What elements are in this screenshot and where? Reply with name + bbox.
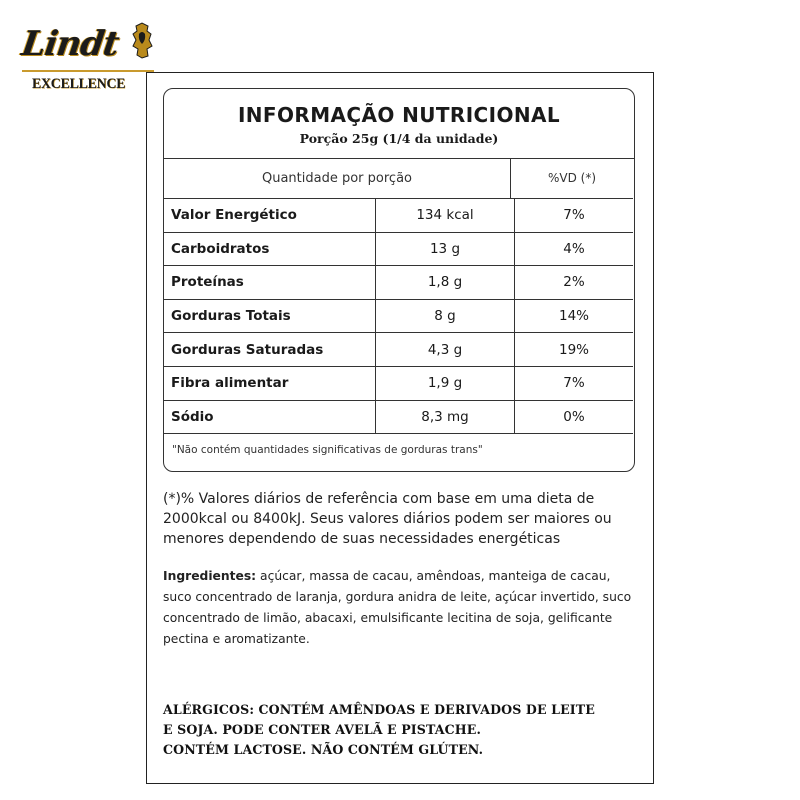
nutrient-name: Proteínas xyxy=(164,266,376,300)
nutrient-daily-value: 0% xyxy=(515,400,634,434)
nutrient-name: Fibra alimentar xyxy=(164,366,376,400)
table-row xyxy=(164,333,633,367)
nutrient-quantity: 134 kcal xyxy=(376,199,515,233)
nutrient-name: Sódio xyxy=(164,400,376,434)
allergens-line: ALÉRGICOS: CONTÉM AMÊNDOAS E DERIVADOS DE LEITE xyxy=(163,702,595,717)
table-row xyxy=(164,400,633,434)
nutrient-name: Carboidratos xyxy=(164,232,376,266)
nutrient-name: Gorduras Saturadas xyxy=(164,333,376,367)
table-row xyxy=(164,266,633,300)
header-quantity-label: Quantidade por porção xyxy=(261,171,412,186)
logo-subtitle: EXCELLENCE xyxy=(32,76,126,92)
nutrient-quantity: 8 g xyxy=(376,299,515,333)
nutrient-daily-value: 2% xyxy=(515,266,634,300)
header-daily-value-label: %VD (*) xyxy=(547,171,597,185)
nutrition-title: INFORMAÇÃO NUTRICIONAL xyxy=(237,103,561,127)
ingredients-block xyxy=(163,566,638,650)
ingredients-text: açúcar, massa de cacau, amêndoas, manteiga de cacau, suco concentrado de laranja, gordura anidra de leite, açúcar invertido, suco concentrado de limão, abacaxi, emulsificante lecitina de soja, gelificante pectina e aromatizante. xyxy=(163,569,632,646)
allergens-block xyxy=(163,700,643,760)
nutrient-quantity: 1,9 g xyxy=(376,366,515,400)
nutrient-daily-value: 4% xyxy=(515,232,634,266)
ingredients-label: Ingredientes: xyxy=(163,569,257,583)
header-divider xyxy=(164,158,634,159)
daily-value-footnote: (*)% Valores diários de referência com base em uma dieta de 2000kcal ou 8400kJ. Seus valores diários podem ser maiores ou menores dependendo de suas necessidades energéticas xyxy=(163,491,612,547)
nutrient-name: Valor Energético xyxy=(164,199,376,233)
nutrition-facts-box xyxy=(163,88,635,472)
nutrition-table xyxy=(164,198,633,434)
table-row xyxy=(164,299,633,333)
nutrient-quantity: 8,3 mg xyxy=(376,400,515,434)
trans-fat-note: "Não contém quantidades significativas de gorduras trans" xyxy=(172,444,483,456)
nutrient-quantity: 4,3 g xyxy=(376,333,515,367)
nutrient-name: Gorduras Totais xyxy=(164,299,376,333)
logo-divider xyxy=(22,70,154,72)
nutrient-quantity: 1,8 g xyxy=(376,266,515,300)
table-row xyxy=(164,232,633,266)
allergens-line: CONTÉM LACTOSE. NÃO CONTÉM GLÚTEN. xyxy=(163,742,484,757)
table-row xyxy=(164,366,633,400)
allergens-line: E SOJA. PODE CONTER AVELÃ E PISTACHE. xyxy=(163,722,481,737)
logo-wordmark: Lindt xyxy=(19,24,121,64)
lindt-logo xyxy=(18,20,158,100)
table-row xyxy=(164,199,633,233)
nutrient-daily-value: 7% xyxy=(515,199,634,233)
nutrient-quantity: 13 g xyxy=(376,232,515,266)
nutrient-daily-value: 7% xyxy=(515,366,634,400)
nutrient-daily-value: 14% xyxy=(515,299,634,333)
serving-size: Porção 25g (1/4 da unidade) xyxy=(299,131,499,146)
lion-crest-icon xyxy=(130,22,154,60)
nutrient-daily-value: 19% xyxy=(515,333,634,367)
